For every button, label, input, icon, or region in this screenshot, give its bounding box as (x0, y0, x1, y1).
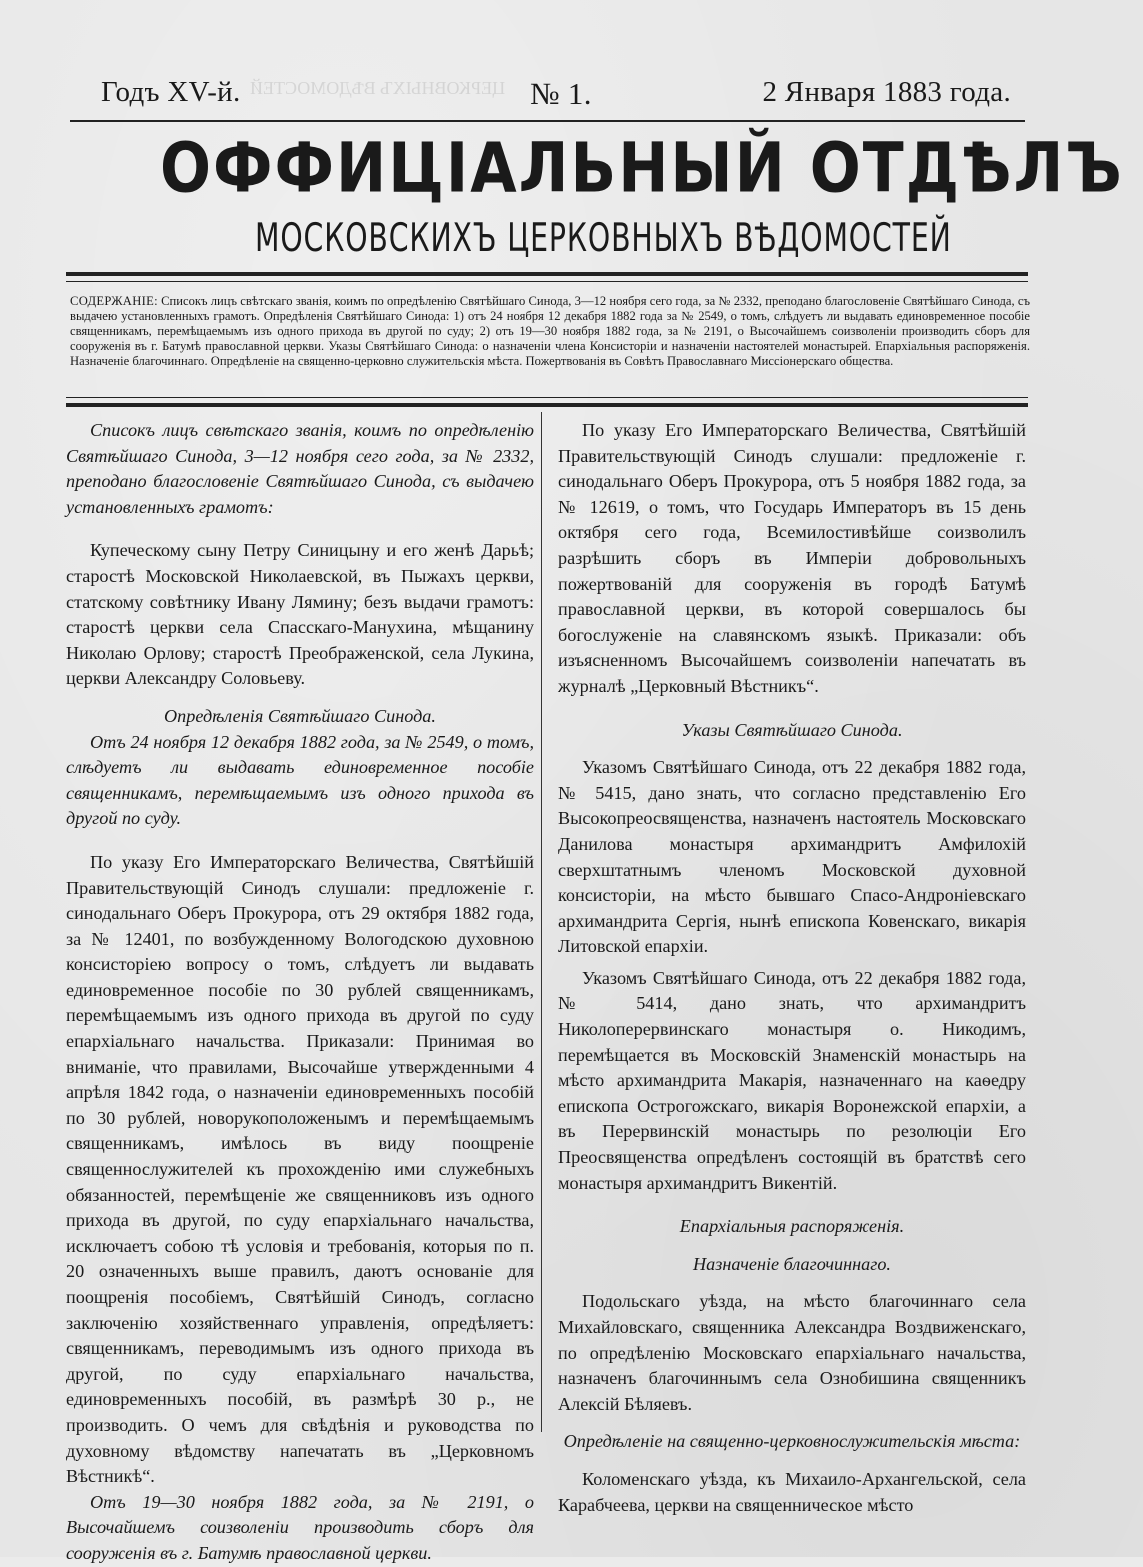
header-rule (70, 120, 1025, 122)
ukaz-1: Указомъ Святѣйшаго Синода, отъ 22 декабря 1882 года, № 5415, дано знать, что согласно представленію Его Высокопреосвященства, назначенъ настоятель Московскаго Данилова монастыря архимандритъ Амфилохій сверхштатнымъ членомъ Московской духовной консисторіи, на мѣсто бывшаго Спасо-Андроніевскаго архимандрита Сергія, нынѣ епископа Ковенскаго, викарія Литовской епархіи. (558, 757, 1026, 957)
issue-number: № 1. (530, 76, 592, 111)
definitions-heading: Опредѣленія Святѣйшаго Синода. (164, 705, 436, 726)
contents-summary (70, 294, 1030, 369)
issue-date: 2 Января 1883 года. (762, 76, 1011, 108)
definition-2-body: По указу Его Императорскаго Величества, Святѣйшій Правительствующій Синодъ слушали: предложеніе г. синодальнаго Оберъ Прокурора, отъ 5 ноября 1882 года, за № 12619, о томъ, что Государь Императоръ въ 15 день октября сего года, Всемилостивѣйше соизволилъ разрѣшить сборъ въ Имперіи добровольныхъ пожертвованій для сооруженія въ городѣ Батумѣ православной церкви, въ которой совершалось бы богослуженіе на славянскомъ языкѣ. Приказали: объ изъясненномъ Высочайшемъ соизволеніи напечатать въ журналѣ „Церковный Вѣстникъ“. (558, 420, 1026, 696)
ukazy-heading: Указы Святѣйшаго Синода. (681, 719, 903, 740)
bleed-through-text: ЦЕРКОВНЫХЪ ВѢДОМОСТЕЙ (250, 78, 506, 98)
definition-1-heading: Отъ 24 ноября 12 декабря 1882 года, за № 2549, о томъ, слѣдуетъ ли выдавать единовременное пособіе священникамъ, перемѣщаемымъ изъ одного прихода въ другой по суду. (66, 731, 534, 829)
definition-1-body: По указу Его Императорскаго Величества, Святѣйшій Правительствующій Синодъ слушали: предложеніе г. синодальнаго Оберъ Прокурора, отъ 29 октября 1882 года, за № 12401, по возбужденному Вологодскою духовною консисторіею вопросу о томъ, слѣдуетъ ли выдавать единовременное пособіе по 30 рублей священникамъ, перемѣщаемымъ изъ одного прихода въ другой по суду епархіальнаго начальства. Приказали: Принимая во вниманіе, что правилами, Высочайше утвержденными 4 апрѣля 1842 года, о назначеніи единовременныхъ пособій по 30 рублей, новорукоположенымъ и перемѣщаемымъ священникамъ, имѣлось въ виду поощреніе священнослужителей къ прохожденію ими служебныхъ обязанностей, перемѣщеніе же священниковъ изъ одного прихода въ другой, по суду епархіальнаго начальства, исключаетъ собою тѣ условія и требованія, которыя по п. 20 означенныхъ выше правилъ, даютъ основаніе для поощренія пособіемъ, Святѣйшій Синодъ, согласно заключенію хозяйственнаго управленія, опредѣляетъ: священникамъ, переводимымъ изъ одного прихода въ другой, по суду епархіальнаго начальства, единовременныхъ пособій, въ размѣрѣ 30 р., не производить. О чемъ для свѣдѣнія и руководства по духовному вѣдомству напечатать въ „Церковномъ Вѣстникѣ“. (66, 851, 534, 1487)
contents-label: СОДЕРЖАНІЕ: (70, 294, 158, 308)
eparchial-heading: Епархіальныя распоряженія. (679, 1216, 905, 1237)
masthead-title: ОФФИЦІАЛЬНЫЙ ОТДѢЛЪ (160, 128, 1124, 209)
right-column (558, 418, 1026, 1518)
masthead-rule-top (66, 272, 1028, 276)
left-column (66, 418, 534, 1567)
contents-rule-top (66, 397, 1028, 398)
blagochinny-body: Подольскаго уѣзда, на мѣсто благочиннаго села Михайловскаго, священника Александра Воздвиженскаго, по опредѣленію Московскаго епархіальнаго начальства, назначенъ благочиннымъ села Ознобишина священникъ Алексій Бѣляевъ. (558, 1291, 1026, 1414)
masthead-rule-bottom (66, 281, 1028, 282)
places-body: Коломенскаго уѣзда, къ Михаило-Архангельской, села Карабчеева, церкви на священническое мѣсто (558, 1468, 1026, 1515)
definition-2-heading: Отъ 19—30 ноября 1882 года, за № 2191, о Высочайшемъ соизволеніи производить сборъ для сооруженія въ г. Батумѣ православной церкви. (66, 1491, 534, 1563)
blagochinny-heading: Назначеніе благочиннаго. (693, 1253, 891, 1274)
list-heading: Списокъ лицъ свѣтскаго званія, коимъ по опредѣленію Святѣйшаго Синода, 3—12 ноября сего года, за № 2332, преподано благословеніе Святѣйшаго Синода, съ выдачею установленныхъ грамотъ: (66, 420, 534, 517)
issue-year: Годъ XV-й. (101, 76, 241, 108)
masthead-subtitle: МОСКОВСКИХЪ ЦЕРКОВНЫХЪ ВѢДОМОСТЕЙ (255, 214, 952, 261)
places-heading: Опредѣленіе на священно-церковнослужительскія мѣста: (563, 1431, 1021, 1452)
list-body: Купеческому сыну Петру Синицыну и его женѣ Дарьѣ; старостѣ Московской Николаевской, въ Пыжахъ церкви, статскому совѣтнику Ивану Лямину; безъ выдачи грамотъ: старостѣ церкви села Спасскаго-Манухина, мѣщанину Николаю Орлову; старостѣ Преображенской, села Лукина, церкви Александру Соловьеву. (66, 540, 534, 689)
ukaz-2: Указомъ Святѣйшаго Синода, отъ 22 декабря 1882 года, № 5414, дано знать, что архимандритъ Николоперервинскаго монастыря о. Никодимъ, перемѣщается въ Московскій Знаменскій монастырь на мѣсто архимандрита Макарія, назначеннаго на каѳедру епископа Острогожскаго, викарія Воронежской епархіи, а въ Перервинскій монастырь по резолюціи Его Преосвященства опредѣленъ состоящій въ братствѣ сего монастыря архимандритъ Викентій. (558, 967, 1026, 1193)
contents-text: Списокъ лицъ свѣтскаго званія, коимъ по опредѣленію Святѣйшаго Синода, 3—12 ноября сего года, за № 2332, преподано благословеніе Святѣйшаго Синода, съ выдачею установленныхъ грамотъ. Опредѣленія Святѣйшаго Синода: 1) отъ 24 ноября 12 декабря 1882 года за № 2549, о томъ, слѣдуетъ ли выдавать единовременное пособіе священникамъ, перемѣщаемымъ изъ одного прихода въ другой по суду; 2) отъ 19—30 ноября 1882 года, за № 2191, о Высочайшемъ соизволеніи производить сборъ для сооруженія въ г. Батумѣ православной церкви. Указы Святѣйшаго Синода: о назначеніи члена Консисторіи и назначеніи настоятелей монастырей. Епархіальныя распоряженія. Назначеніе благочиннаго. Опредѣленіе на священно-церковно служительскія мѣста. Пожертвованія въ Совѣтъ Православнаго Миссіонерскаго общества. (70, 294, 1030, 368)
contents-rule-bottom (66, 403, 1028, 407)
issue-header (96, 70, 1011, 120)
column-divider (541, 412, 542, 1432)
